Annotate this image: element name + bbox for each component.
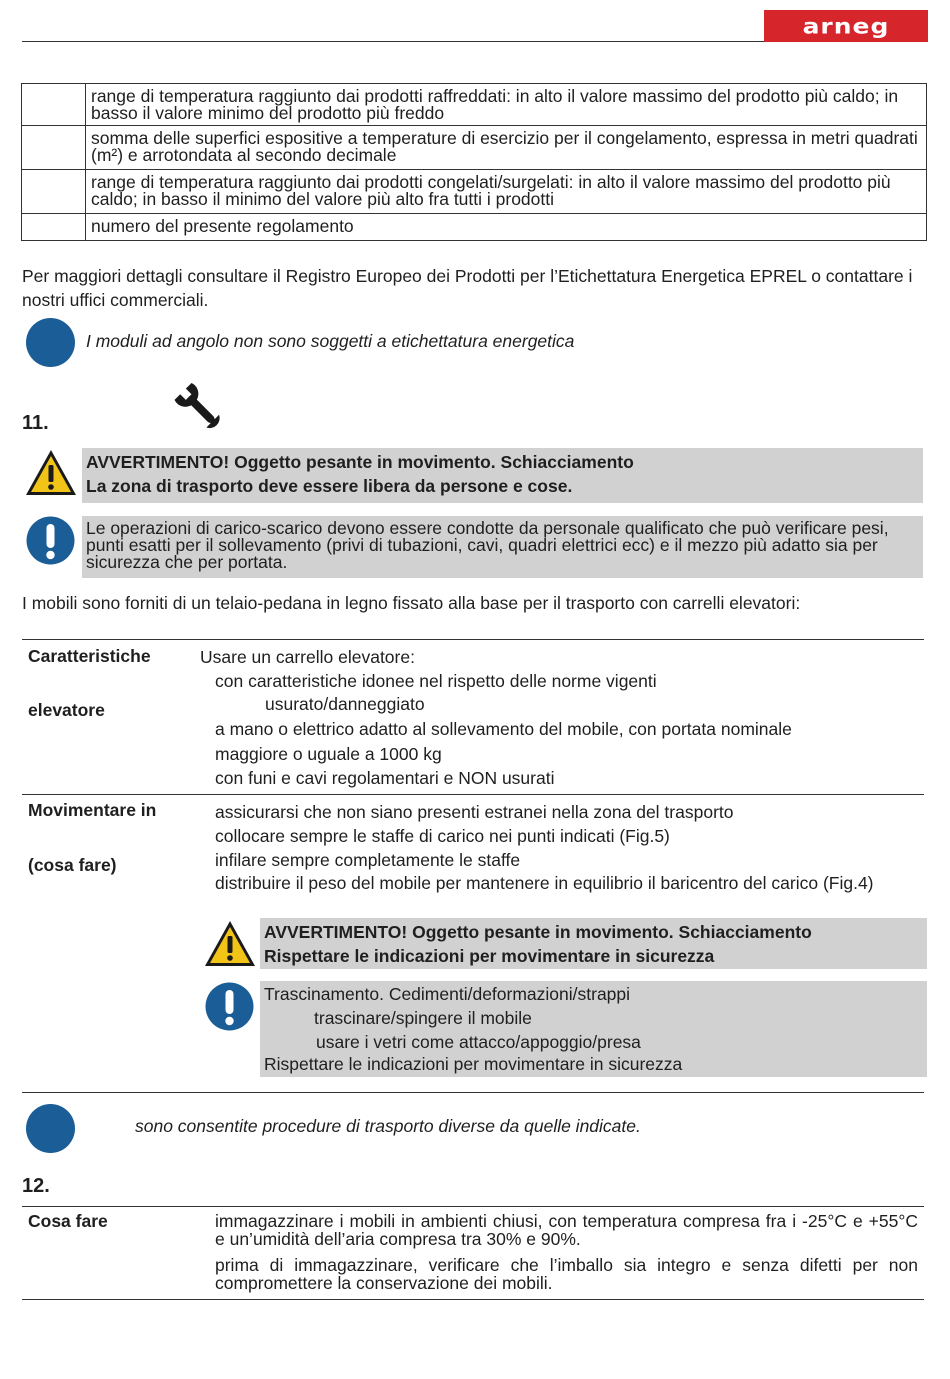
row1-label-bottom: elevatore bbox=[28, 700, 105, 720]
exclamation-mandatory-icon bbox=[205, 982, 254, 1031]
note-corner-modules: I moduli ad angolo non sono soggetti a etichettatura energetica bbox=[86, 331, 575, 351]
table-cell-text: range di temperatura raggiunto dai prodotti raffreddati: in alto il valore massimo del prodotto più caldo; in basso il valore minimo del prodotto più freddo bbox=[86, 84, 927, 126]
warning-line-1: AVVERTIMENTO! Oggetto pesante in movimento. Schiacciamento bbox=[86, 452, 634, 472]
list-item: immagazzinare i mobili in ambienti chiusi, con temperatura compresa fra i -25°C e +55°C e un’umidità dell’aria compresa tra 30% e 90%. bbox=[215, 1211, 918, 1249]
info-dot-icon bbox=[26, 318, 75, 367]
eprel-paragraph: Per maggiori dettagli consultare il Registro Europeo dei Prodotti per l’Etichettatura Energetica EPREL o contattare i nostri uffici commerciali. bbox=[22, 266, 913, 310]
wrench-icon bbox=[172, 382, 228, 432]
section-number-11: 11. bbox=[22, 412, 49, 434]
row2-label-bottom: (cosa fare) bbox=[28, 855, 117, 875]
row1-label-top: Caratteristiche bbox=[28, 646, 151, 666]
list-item: prima di immagazzinare, verificare che l’imballo sia integro e senza difetti per non compromettere la conservazione dei mobili. bbox=[215, 1255, 918, 1293]
list-item: infilare sempre completamente le staffe bbox=[215, 850, 521, 870]
row1-lead: Usare un carrello elevatore: bbox=[200, 647, 415, 667]
warning-line-2: Rispettare le indicazioni per movimentare in sicurezza bbox=[264, 946, 715, 966]
exclamation-mandatory-icon bbox=[26, 516, 75, 565]
table-cell-text: numero del presente regolamento bbox=[86, 214, 927, 241]
warning-box-transport bbox=[82, 448, 923, 503]
note-transport: sono consentite procedure di trasporto diverse da quelle indicate. bbox=[135, 1116, 641, 1136]
section-number-12: 12. bbox=[22, 1175, 50, 1197]
table-cell-text: somma delle superfici espositive a temperature di esercizio per il congelamento, espressa in metri quadrati (m²) e arrotondata al secondo decimale bbox=[86, 126, 927, 170]
mandatory-line-2: trascinare/spingere il mobile bbox=[314, 1008, 532, 1028]
info-dot-icon bbox=[26, 1104, 75, 1153]
list-item: con caratteristiche idonee nel rispetto delle norme vigenti bbox=[215, 671, 657, 691]
mandatory-line-4: Rispettare le indicazioni per movimentare in sicurezza bbox=[264, 1054, 683, 1074]
table-row bbox=[22, 170, 927, 214]
warning-triangle-icon bbox=[24, 448, 78, 498]
table-row bbox=[22, 214, 927, 241]
table-cell-code bbox=[22, 126, 86, 170]
mandatory-box-qualified-staff: Le operazioni di carico-scarico devono essere condotte da personale qualificato che può verificare pesi, punti esatti per il sollevamento (privi di tubazioni, cavi, quadri elettrici ecc) e il mezzo più adatto sia per sicurezza che per portata. bbox=[82, 516, 923, 578]
row-divider bbox=[22, 1206, 924, 1207]
mandatory-line-1: Trascinamento. Cedimenti/deformazioni/strappi bbox=[264, 984, 631, 1004]
list-item: a mano o elettrico adatto al sollevamento del mobile, con portata nominale bbox=[215, 719, 792, 739]
mandatory-line-3: usare i vetri come attacco/appoggio/presa bbox=[316, 1032, 641, 1052]
forklift-intro: I mobili sono forniti di un telaio-pedana in legno fissato alla base per il trasporto con carrelli elevatori: bbox=[22, 593, 801, 613]
brand-logo: arneg bbox=[764, 10, 928, 42]
list-item: con funi e cavi regolamentari e NON usurati bbox=[215, 768, 555, 788]
list-item: usurato/danneggiato bbox=[265, 694, 425, 714]
list-item: assicurarsi che non siano presenti estranei nella zona del trasporto bbox=[215, 802, 734, 822]
table-row bbox=[22, 126, 927, 170]
table-cell-text: range di temperatura raggiunto dai prodotti congelati/surgelati: in alto il valore massimo del prodotto più caldo; in basso il minimo del valore più alto fra tutti i prodotti bbox=[86, 170, 927, 214]
warning-box-handling bbox=[260, 918, 927, 969]
warning-triangle-icon bbox=[203, 919, 257, 969]
row-divider bbox=[22, 794, 924, 795]
table-cell-code bbox=[22, 170, 86, 214]
list-item: maggiore o uguale a 1000 kg bbox=[215, 744, 442, 764]
warning-line-1: AVVERTIMENTO! Oggetto pesante in movimento. Schiacciamento bbox=[264, 922, 812, 942]
table-cell-code bbox=[22, 214, 86, 241]
energy-label-legend-table bbox=[21, 83, 927, 241]
table-cell-code bbox=[22, 84, 86, 126]
row-divider bbox=[22, 1299, 924, 1300]
row-divider bbox=[22, 1092, 924, 1093]
row-label-cosa-fare: Cosa fare bbox=[28, 1211, 108, 1231]
row-divider bbox=[22, 639, 924, 640]
table-row bbox=[22, 84, 927, 126]
list-item: distribuire il peso del mobile per mantenere in equilibrio il baricentro del carico (Fig.4) bbox=[215, 873, 874, 893]
row2-label-top: Movimentare in bbox=[28, 800, 157, 820]
warning-line-2: La zona di trasporto deve essere libera da persone e cose. bbox=[86, 476, 573, 496]
list-item: collocare sempre le staffe di carico nei punti indicati (Fig.5) bbox=[215, 826, 670, 846]
mandatory-box-dragging bbox=[260, 981, 927, 1077]
